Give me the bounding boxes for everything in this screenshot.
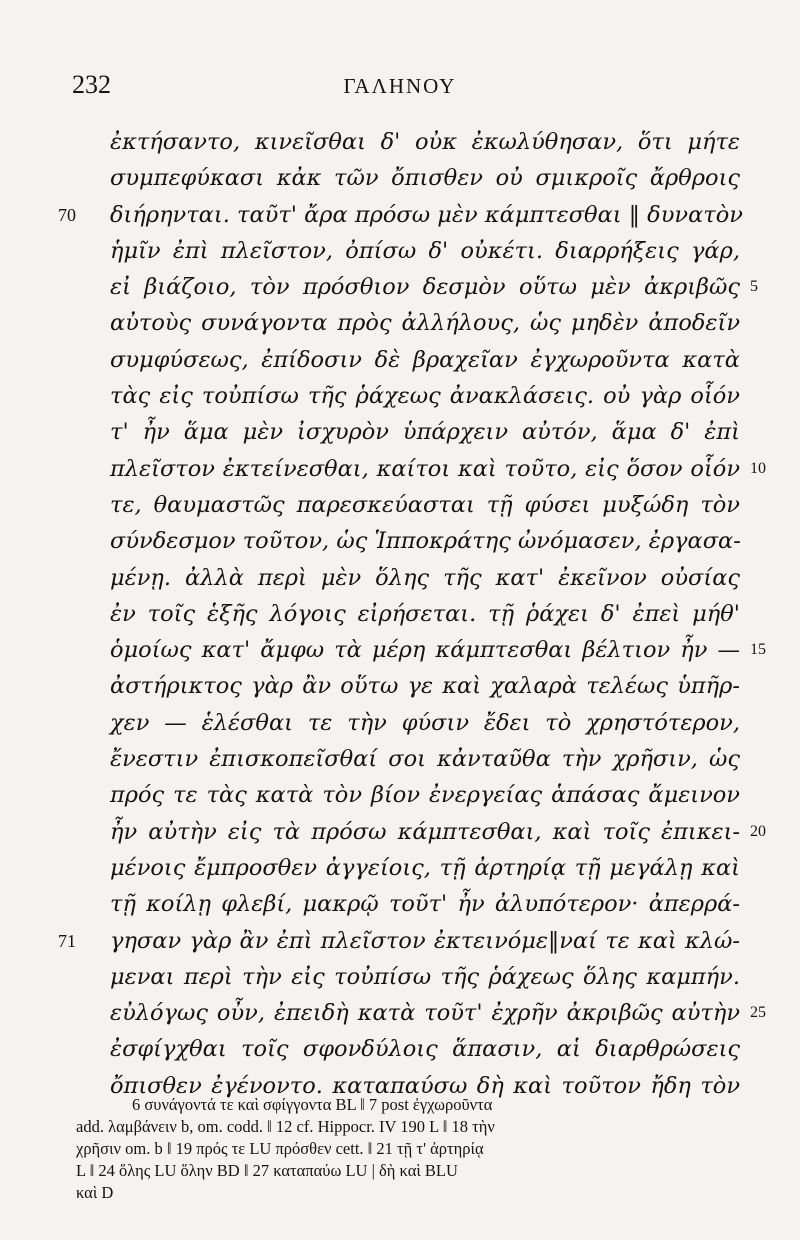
line-number-right: 25 (750, 1004, 766, 1022)
text-line (110, 886, 740, 922)
text-line (110, 814, 766, 850)
footnote-line: καὶ D (76, 1183, 114, 1202)
text-line-content: τῇ κοίλῃ φλεβί, μακρῷ τοῦτ' ἦν ἀλυπότερον· ἀπερρά- (110, 891, 740, 918)
text-line (110, 233, 740, 269)
page-number: 232 (72, 70, 111, 99)
margin-number-left: 70 (58, 204, 76, 225)
line-number-right: 15 (750, 641, 766, 659)
text-line (58, 197, 743, 233)
text-line (110, 560, 740, 596)
text-line-content: αὐτοὺς συνάγοντα πρὸς ἀλλήλους, ὡς μηδὲν ἀποδεῖν (110, 310, 740, 337)
text-line (110, 378, 740, 414)
text-line (110, 668, 740, 704)
text-line-content: εἰ βιάζοιο, τὸν πρόσθιον δεσμὸν οὕτω μὲν ἀκριβῶς (110, 274, 740, 301)
text-line (110, 995, 766, 1031)
text-line-content: ἐκτήσαντο, κινεῖσθαι δ' οὐκ ἐκωλύθησαν, ὅτι μήτε (110, 129, 740, 155)
text-line-content: ἔνεστιν ἐπισκοπεῖσθαί σοι κἀνταῦθα τὴν χρῆσιν, ὡς (110, 746, 740, 773)
text-line-content: τ' ἦν ἅμα μὲν ἰσχυρὸν ὑπάρχειν αὐτόν, ἅμα δ' ἐπὶ (110, 419, 740, 446)
footnote-line: L ‖ 24 ὅλης LU ὅλην BD ‖ 27 καταπαύω LU | δὴ καὶ BLU (76, 1161, 458, 1180)
running-title: ΓΑΛΗΝΟΥ (343, 74, 457, 98)
text-line (58, 923, 740, 959)
text-line-content: μεναι περὶ τὴν εἰς τοὐπίσω τῆς ῥάχεως ὅλης καμπήν. (110, 963, 740, 990)
text-line-content: διήρηνται. ταῦτ' ἄρα πρόσω μὲν κάμπτεσθαι ‖ δυνατὸν (110, 201, 743, 228)
text-line-content: γησαν γὰρ ἂν ἐπὶ πλεῖστον ἐκτεινόμε‖ναί τε καὶ κλώ- (110, 927, 740, 954)
text-line-content: χεν — ἑλέσθαι τε τὴν φύσιν ἔδει τὸ χρηστότερον, (110, 709, 740, 736)
text-line (110, 850, 740, 886)
text-line-content: ἀστήρικτος γὰρ ἂν οὕτω γε καὶ χαλαρὰ τελέως ὑπῆρ- (110, 673, 740, 700)
text-line-content: ἐσφίγχθαι τοῖς σφονδύλοις ἅπασιν, αἱ διαρθρώσεις (110, 1036, 740, 1063)
line-number-right: 10 (750, 459, 766, 477)
text-line (110, 596, 740, 632)
text-line-content: ἐν τοῖς ἑξῆς λόγοις εἰρήσεται. τῇ ῥάχει δ' ἐπεὶ μήθ' (110, 600, 740, 627)
line-number-right: 5 (750, 278, 758, 296)
text-line (110, 487, 740, 523)
text-line-content: τὰς εἰς τοὐπίσω τῆς ῥάχεως ἀνακλάσεις. οὐ γὰρ οἷόν (110, 383, 740, 410)
text-line (110, 305, 740, 341)
text-line (110, 1031, 740, 1067)
margin-number-left: 71 (58, 930, 76, 951)
text-line (110, 414, 740, 450)
critical-apparatus (76, 1094, 746, 1204)
text-line (110, 632, 766, 668)
text-line-content: συμφύσεως, ἐπίδοσιν δὲ βραχεῖαν ἐγχωροῦντα κατὰ (110, 346, 740, 373)
text-line-content: ὄπισθεν ἐγένοντο. καταπαύσω δὴ καὶ τοῦτον ἤδη τὸν (110, 1072, 740, 1099)
text-line-content: τε, θαυμαστῶς παρεσκεύασται τῇ φύσει μυξώδη τὸν (110, 491, 740, 518)
text-line-content: πλεῖστον ἐκτείνεσθαι, καίτοι καὶ τοῦτο, εἰς ὅσον οἷόν (110, 455, 740, 482)
text-line-content: ἦν αὐτὴν εἰς τὰ πρόσω κάμπτεσθαι, καὶ τοῖς ἐπικει- (110, 818, 740, 845)
line-number-right: 20 (750, 822, 766, 840)
main-text (58, 124, 766, 1104)
text-line (110, 451, 766, 487)
text-line (110, 160, 740, 196)
text-line-content: πρός τε τὰς κατὰ τὸν βίον ἐνεργείας ἁπάσας ἄμεινον (110, 782, 740, 809)
text-line (110, 741, 740, 777)
text-line (110, 342, 740, 378)
text-line-content: σύνδεσμον τοῦτον, ὡς Ἱπποκράτης ὠνόμασεν, ἐργασα- (110, 528, 741, 555)
text-line-content: μένοις ἔμπροσθεν ἀγγείοις, τῇ ἀρτηρίᾳ τῇ μεγάλῃ καὶ (110, 854, 740, 881)
text-line (110, 777, 740, 813)
text-line (110, 269, 758, 305)
footnote-line: add. λαμβάνειν b, om. codd. ‖ 12 cf. Hippocr. IV 190 L ‖ 18 τὴν (76, 1117, 495, 1136)
text-line-content: συμπεφύκασι κἀκ τῶν ὄπισθεν οὐ σμικροῖς ἄρθροις (110, 165, 740, 192)
text-line (110, 124, 740, 160)
text-line-content: ἡμῖν ἐπὶ πλεῖστον, ὀπίσω δ' οὐκέτι. διαρρήξεις γάρ, (110, 237, 740, 264)
text-line (110, 705, 740, 741)
footnote-line: χρῆσιν om. b ‖ 19 πρός τε LU πρόσθεν cett. ‖ 21 τῇ τ' ἀρτηρίᾳ (76, 1139, 484, 1158)
footnote-line: 6 συνάγοντά τε καὶ σφίγγοντα BL ‖ 7 post ἐγχωροῦντα (132, 1095, 493, 1114)
text-line (110, 959, 740, 995)
text-line-content: ὁμοίως κατ' ἄμφω τὰ μέρη κάμπτεσθαι βέλτιον ἦν — (110, 637, 740, 664)
text-line-content: εὐλόγως οὖν, ἐπειδὴ κατὰ τοῦτ' ἐχρῆν ἀκριβῶς αὐτὴν (110, 1000, 740, 1027)
text-line (110, 523, 740, 559)
text-line-content: μένῃ. ἀλλὰ περὶ μὲν ὅλης τῆς κατ' ἐκεῖνον οὐσίας (110, 564, 740, 591)
